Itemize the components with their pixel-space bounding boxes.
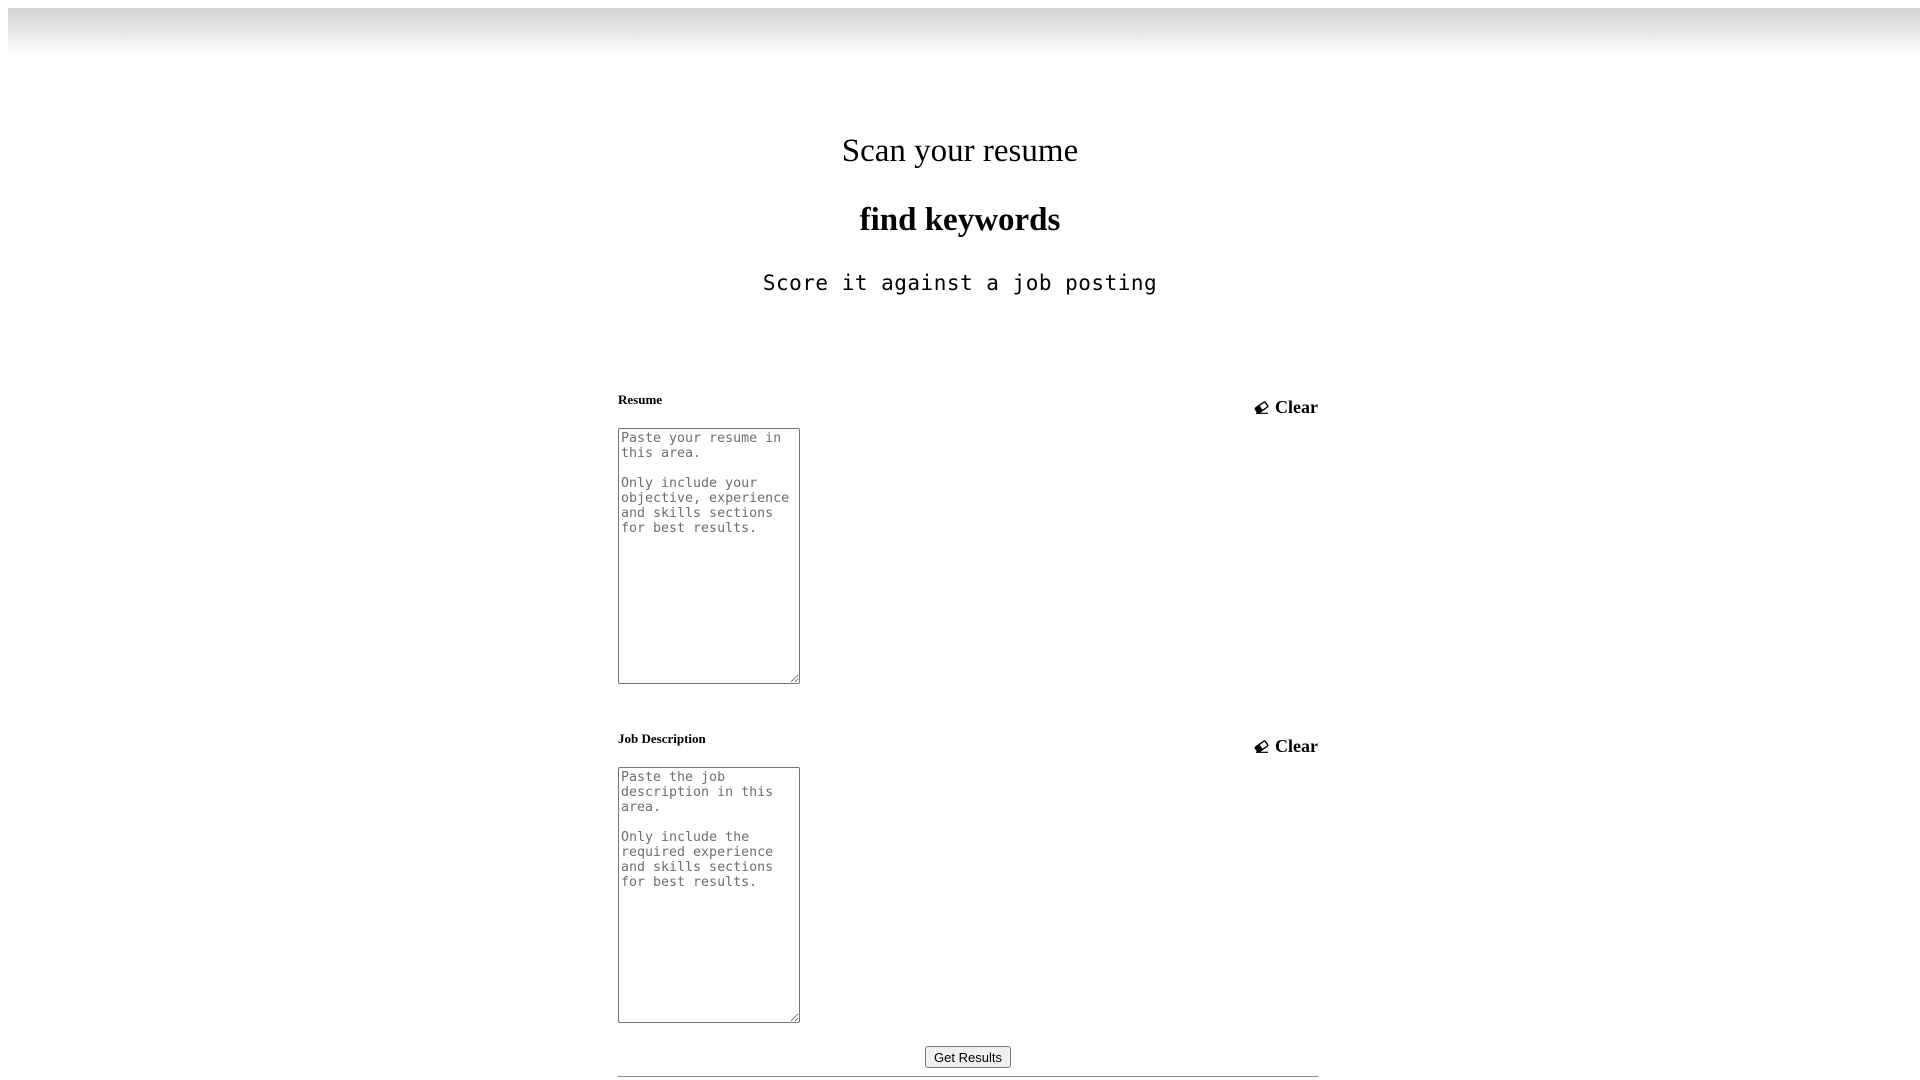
eraser-icon bbox=[1254, 401, 1269, 414]
resume-textarea[interactable] bbox=[618, 428, 800, 684]
clear-job-description-button[interactable] bbox=[1254, 735, 1318, 757]
page-title: Scan your resume bbox=[841, 133, 1079, 169]
top-banner bbox=[8, 8, 1920, 56]
page-tagline: Score it against a job posting bbox=[762, 271, 1158, 295]
clear-job-description-label: Clear bbox=[1275, 736, 1318, 756]
resume-section bbox=[618, 392, 1318, 692]
page-subtitle: find keywords bbox=[859, 202, 1061, 238]
job-description-label: Job Description bbox=[618, 731, 706, 746]
clear-resume-label: Clear bbox=[1275, 397, 1318, 417]
job-description-textarea[interactable] bbox=[618, 767, 800, 1023]
eraser-icon bbox=[1254, 740, 1269, 753]
job-description-section bbox=[618, 731, 1318, 1031]
get-results-button[interactable]: Get Results bbox=[925, 1046, 1011, 1068]
resume-label: Resume bbox=[618, 392, 663, 407]
clear-resume-button[interactable] bbox=[1254, 396, 1318, 418]
divider bbox=[618, 1076, 1318, 1077]
